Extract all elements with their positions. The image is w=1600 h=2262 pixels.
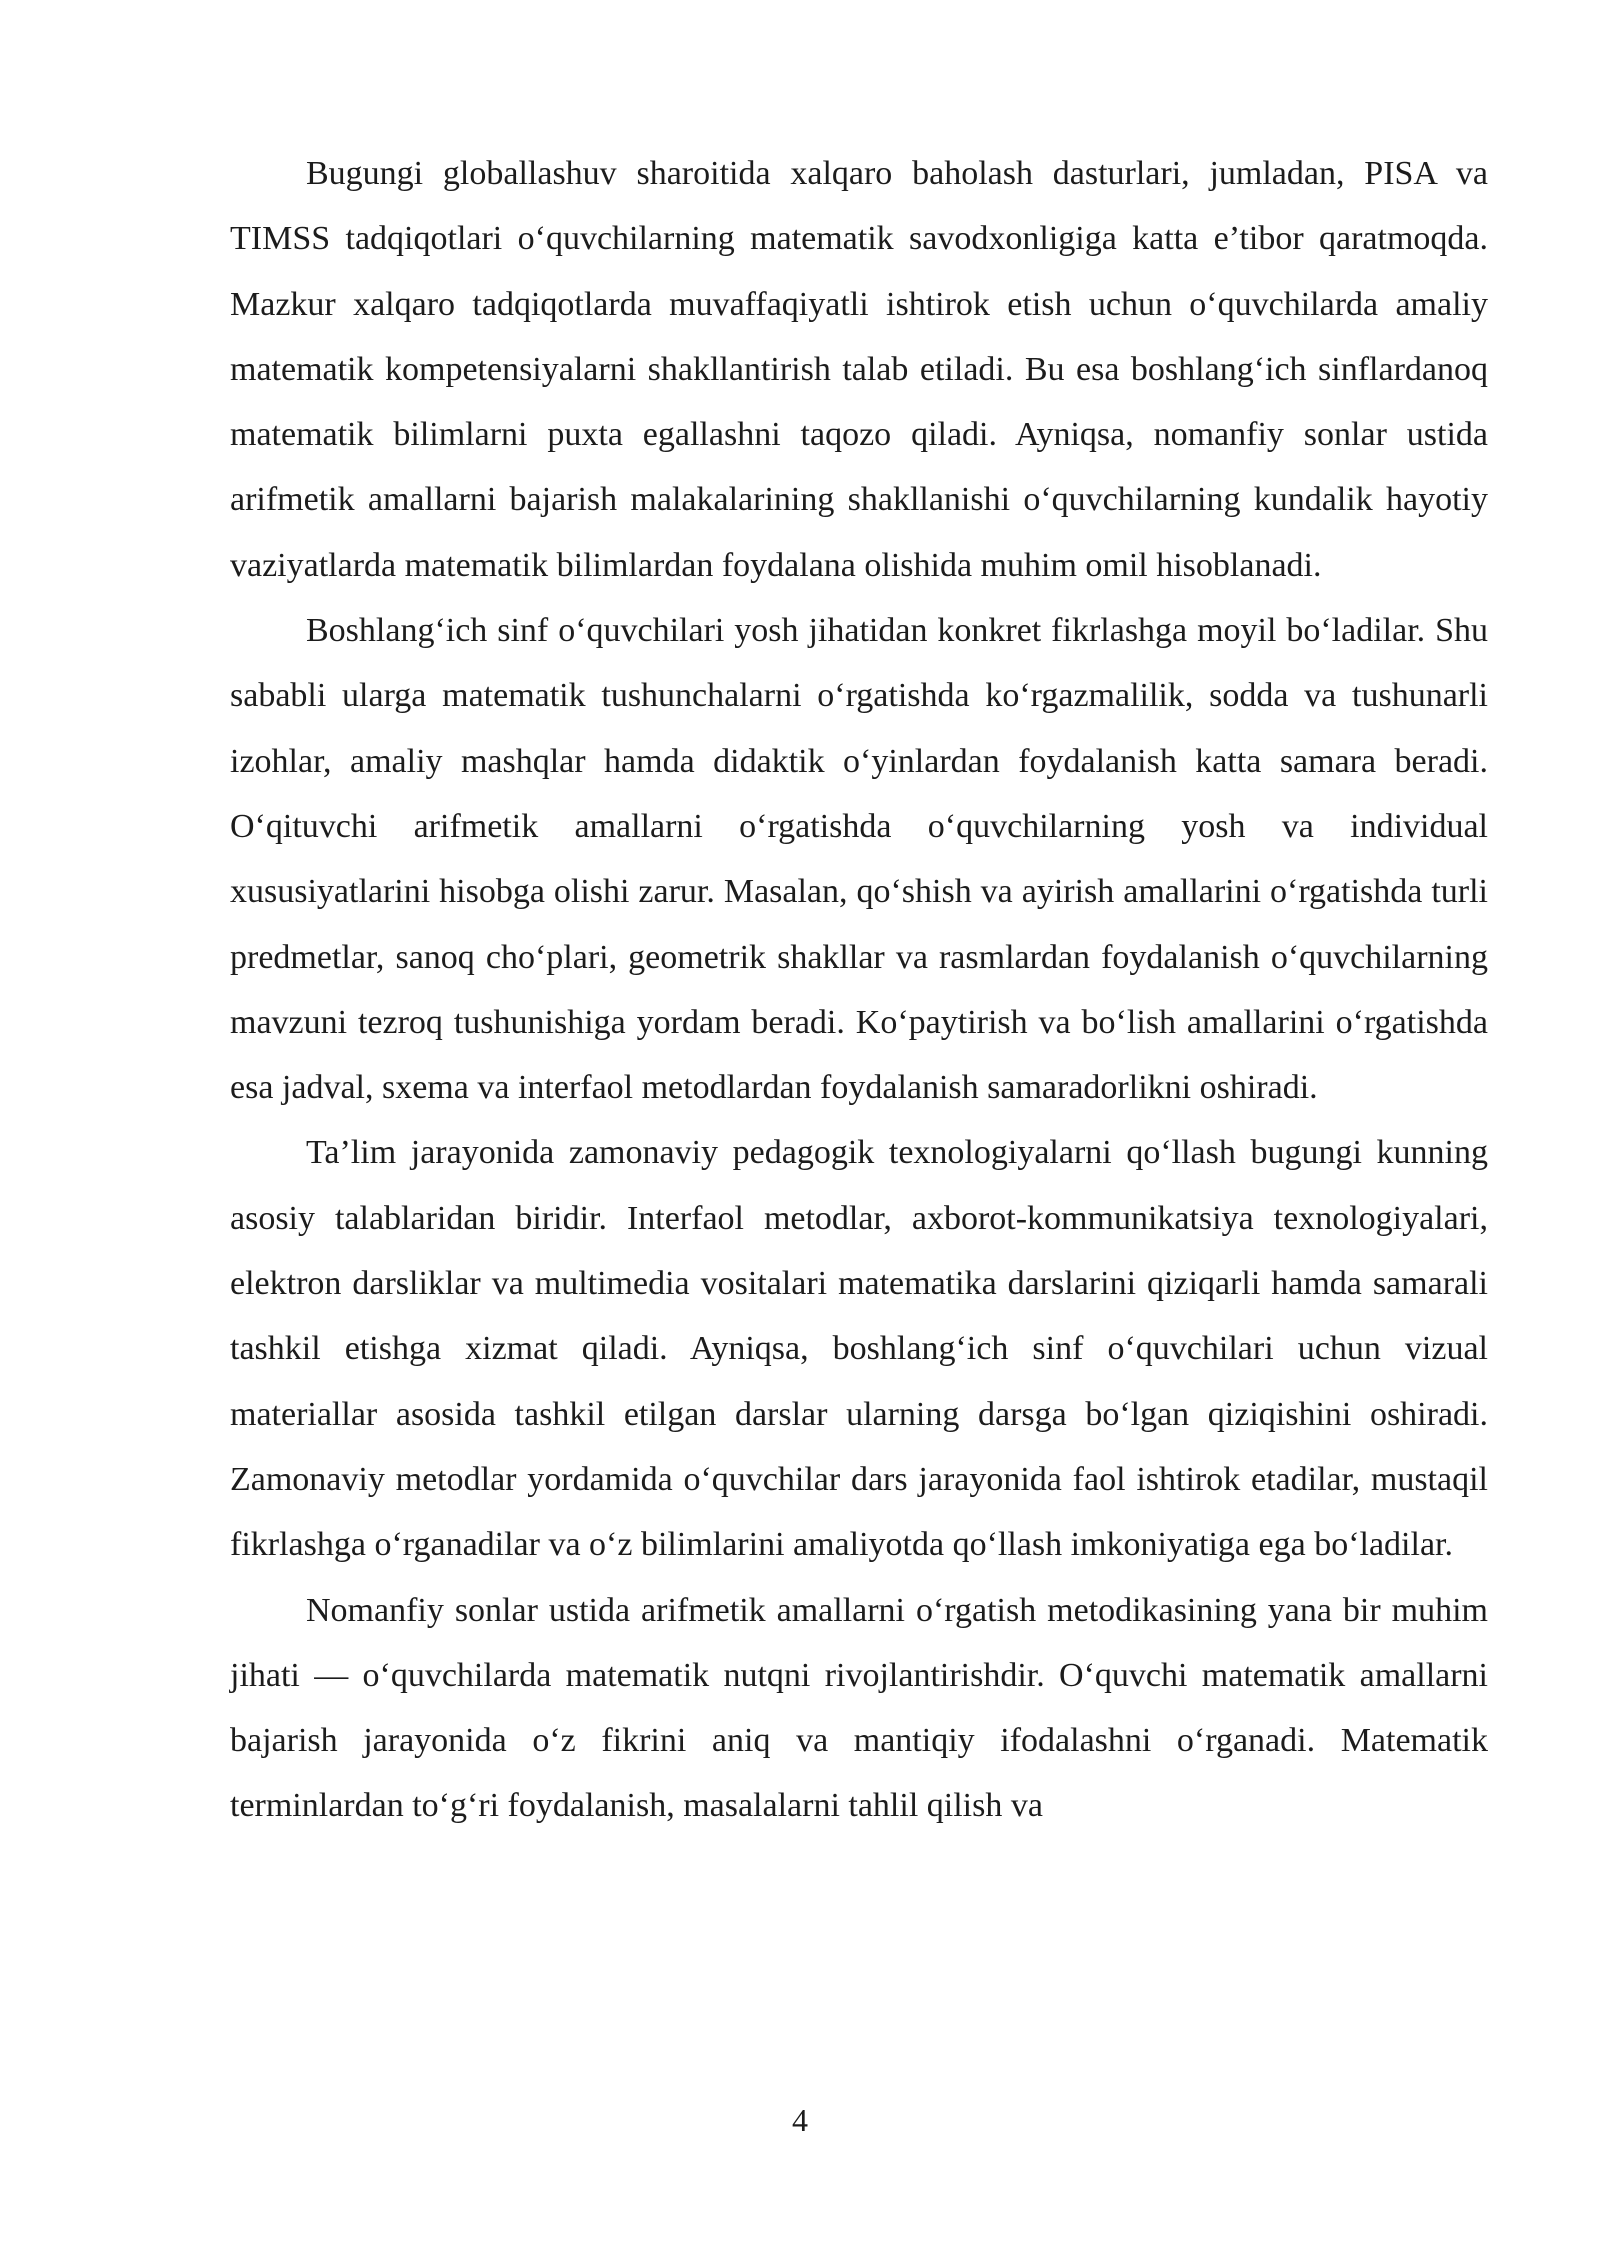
paragraph-3: Ta’lim jarayonida zamonaviy pedagogik texnologiyalarni qo‘llash bugungi kunning asosiy talablaridan biridir. Interfaol metodlar, axborot-kommunikatsiya texnologiyalari, elektron darsliklar va multimedia vositalari matematika darslarini qiziqarli hamda samarali tashkil etishga xizmat qiladi. Ayniqsa, boshlang‘ich sinf o‘quvchilari uchun vizual materiallar asosida tashkil etilgan darslar ularning darsga bo‘lgan qiziqishini oshiradi. Zamonaviy metodlar yordamida o‘quvchilar dars jarayonida faol ishtirok etadilar, mustaqil fikrlashga o‘rganadilar va o‘z bilimlarini amaliyotda qo‘llash imkoniyatiga ega bo‘ladilar. xyxy=(230,1134,1488,1564)
page-number: 4 xyxy=(792,2102,808,2138)
paragraph-1: Bugungi globallashuv sharoitida xalqaro baholash dasturlari, jumladan, PISA va TIMSS tadqiqotlari o‘quvchilarning matematik savodxonligiga katta e’tibor qaratmoqda. Mazkur xalqaro tadqiqotlarda muvaffaqiyatli ishtirok etish uchun o‘quvchilarda amaliy matematik kompetensiyalarni shakllantirish talab etiladi. Bu esa boshlang‘ich sinflardanoq matematik bilimlarni puxta egallashni taqozo qiladi. Ayniqsa, nomanfiy sonlar ustida arifmetik amallarni bajarish malakalarining shakllanishi o‘quvchilarning kundalik hayotiy vaziyatlarda matematik bilimlardan foydalana olishida muhim omil hisoblanadi. xyxy=(230,155,1488,584)
paragraph-2: Boshlang‘ich sinf o‘quvchilari yosh jihatidan konkret fikrlashga moyil bo‘ladilar. Shu sababli ularga matematik tushunchalarni o‘rgatishda ko‘rgazmalilik, sodda va tushunarli izohlar, amaliy mashqlar hamda didaktik o‘yinlardan foydalanish katta samara beradi. O‘qituvchi arifmetik amallarni o‘rgatishda o‘quvchilarning yosh va individual xususiyatlarini hisobga olishi zarur. Masalan, qo‘shish va ayirish amallarini o‘rgatishda turli predmetlar, sanoq cho‘plari, geometrik shakllar va rasmlardan foydalanish o‘quvchilarning mavzuni tezroq tushunishiga yordam beradi. Ko‘paytirish va bo‘lish amallarini o‘rgatishda esa jadval, sxema va interfaol metodlardan foydalanish samaradorlikni oshiradi. xyxy=(230,612,1488,1107)
paragraph-4: Nomanfiy sonlar ustida arifmetik amallarni o‘rgatish metodikasining yana bir muhim jihati — o‘quvchilarda matematik nutqni rivojlantirishdir. O‘quvchi matematik amallarni bajarish jarayonida o‘z fikrini aniq va mantiqiy ifodalashni o‘rganadi. Matematik terminlardan to‘g‘ri foydalanish, masalalarni tahlil qilish va xyxy=(230,1591,1488,1825)
body-text xyxy=(230,141,1488,1839)
